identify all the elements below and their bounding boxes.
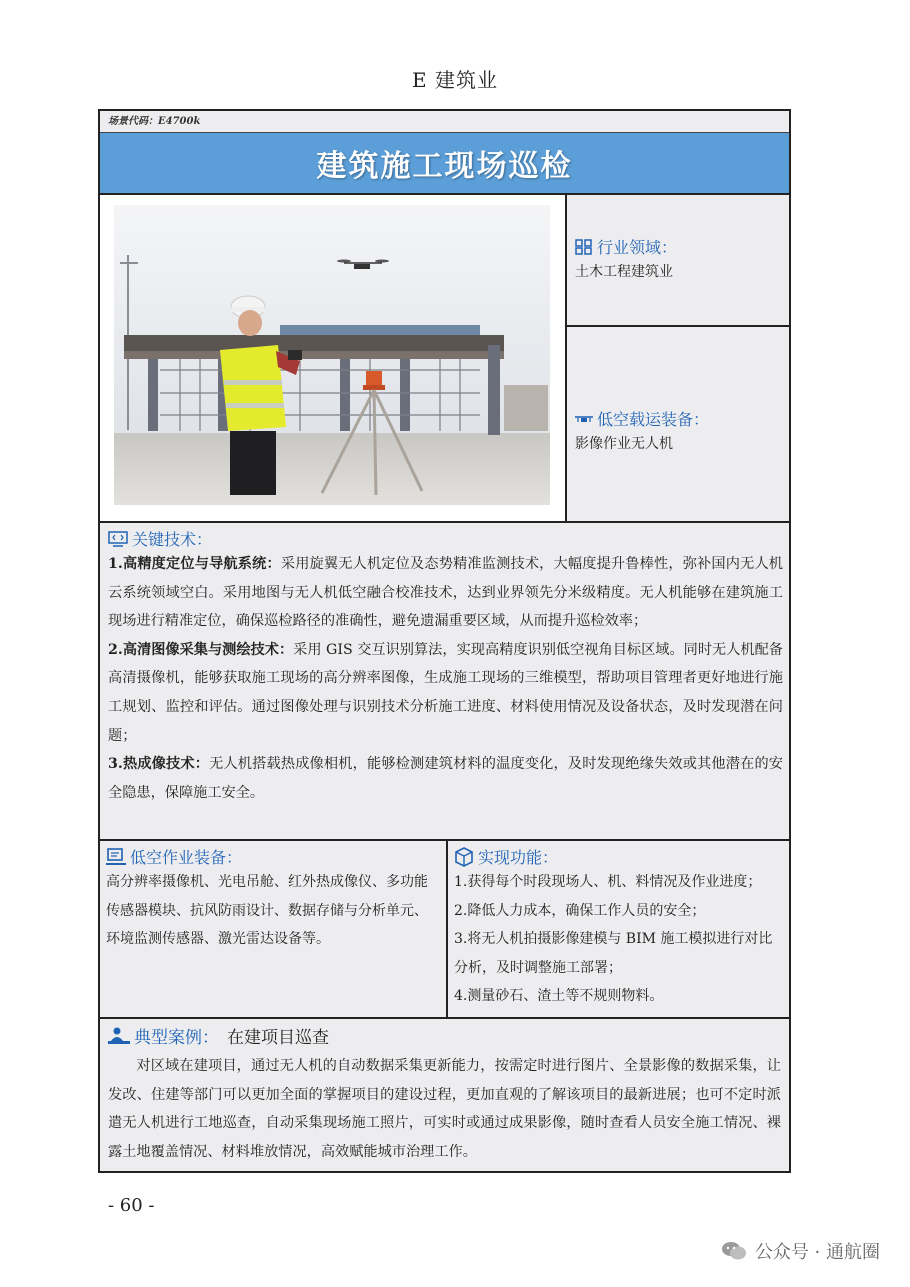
carrier-value: 影像作业无人机 [575,436,673,452]
watermark [721,1238,880,1264]
chapter-header: E 建筑业 [412,68,498,92]
equipment-section [100,839,448,1017]
functions-section [448,839,789,1017]
tech-item-2: 2.高清图像采集与测绘技术：采用 GIS 交互识别算法，实现高精度识别低空视角目标区域。同时无人机配备高清摄像机，能够获取施工现场的高分辨率图像，生成施工现场的三维模型，帮助项目管理者更好地进行施工规划、监控和评估。通过图像处理与识别技术分析施工进度、材料使用情况及设备状态，及时发现潜在问题； [108,641,783,744]
equipment-text: 高分辨率摄像机、光电吊舱、红外热成像仪、多功能传感器模块、抗风防雨设计、数据存储与分析单元、环境监测传感器、激光雷达设备等。 [106,874,428,947]
tech-item-3: 3.热成像技术：无人机搭载热成像相机，能够检测建筑材料的温度变化，及时发现绝缘失效或其他潜在的安全隐患，保障施工安全。 [108,756,783,801]
industry-cell [567,195,789,327]
tech-item-1: 1.高精度定位与导航系统：采用旋翼无人机定位及态势精准监测技术，大幅度提升鲁棒性，弥补国内无人机云系统领域空白。采用地图与无人机低空融合校准技术，达到业界领先分米级精度。无人机能够在建筑施工现场进行精准定位，确保巡检路径的准确性，避免遗漏重要区域，从而提升巡检效率； [108,556,783,630]
page-title: 建筑施工现场巡检 [316,149,573,184]
carrier-cell [567,327,789,521]
case-heading-label: 典型案例： [134,1028,219,1048]
equipment-heading [106,845,440,868]
key-tech-section [100,521,789,839]
industry-heading [575,235,781,258]
device-icon [106,848,126,866]
function-item-2: 2.降低人力成本，确保工作人员的安全； [454,902,706,919]
grid-icon [575,239,593,255]
equipment-heading-label: 低空作业装备： [130,848,243,867]
wechat-icon [721,1240,747,1262]
title-bar [100,133,789,195]
function-item-3: 3.将无人机拍摄影像建模与 BIM 施工模拟进行对比分析，及时调整施工部署； [454,931,773,976]
watermark-text: 公众号 · 通航圈 [754,1242,880,1263]
functions-heading [454,845,783,868]
key-tech-heading-label: 关键技术： [132,530,213,549]
case-heading [108,1023,781,1048]
person-desk-icon [108,1027,130,1045]
key-tech-heading [108,527,783,550]
case-subtitle: 在建项目巡查 [227,1028,329,1048]
function-item-1: 1.获得每个时段现场人、机、料情况及作业进度； [454,874,762,890]
case-section [100,1017,789,1171]
functions-heading-label: 实现功能： [478,848,559,867]
function-item-4: 4.测量砂石、渣土等不规则物料。 [454,988,664,1004]
monitor-code-icon [108,531,128,547]
construction-site-image [100,195,565,521]
site-photo [100,195,567,521]
case-text: 对区域在建项目，通过无人机的自动数据采集更新能力，按需定时进行图片、全景影像的数据采集，让发改、住建等部门可以更加全面的掌握项目的建设过程，更加直观的了解该项目的最新进展；也可不定时派遣无人机进行工地巡查，自动采集现场施工照片，可实时或通过成果影像，随时查看人员安全施工情况、裸露土地覆盖情况、材料堆放情况，高效赋能城市治理工作。 [108,1058,781,1160]
industry-heading-label: 行业领域： [597,238,678,257]
page-number: - 60 - [108,1195,155,1216]
carrier-heading-label: 低空载运装备： [597,410,710,429]
scenario-card [98,109,791,1173]
drone-small-icon [575,412,593,426]
industry-value: 土木工程建筑业 [575,264,673,280]
scene-code: 场景代码：E4700k [100,111,789,133]
cube-icon [454,847,474,867]
carrier-heading [575,407,781,430]
